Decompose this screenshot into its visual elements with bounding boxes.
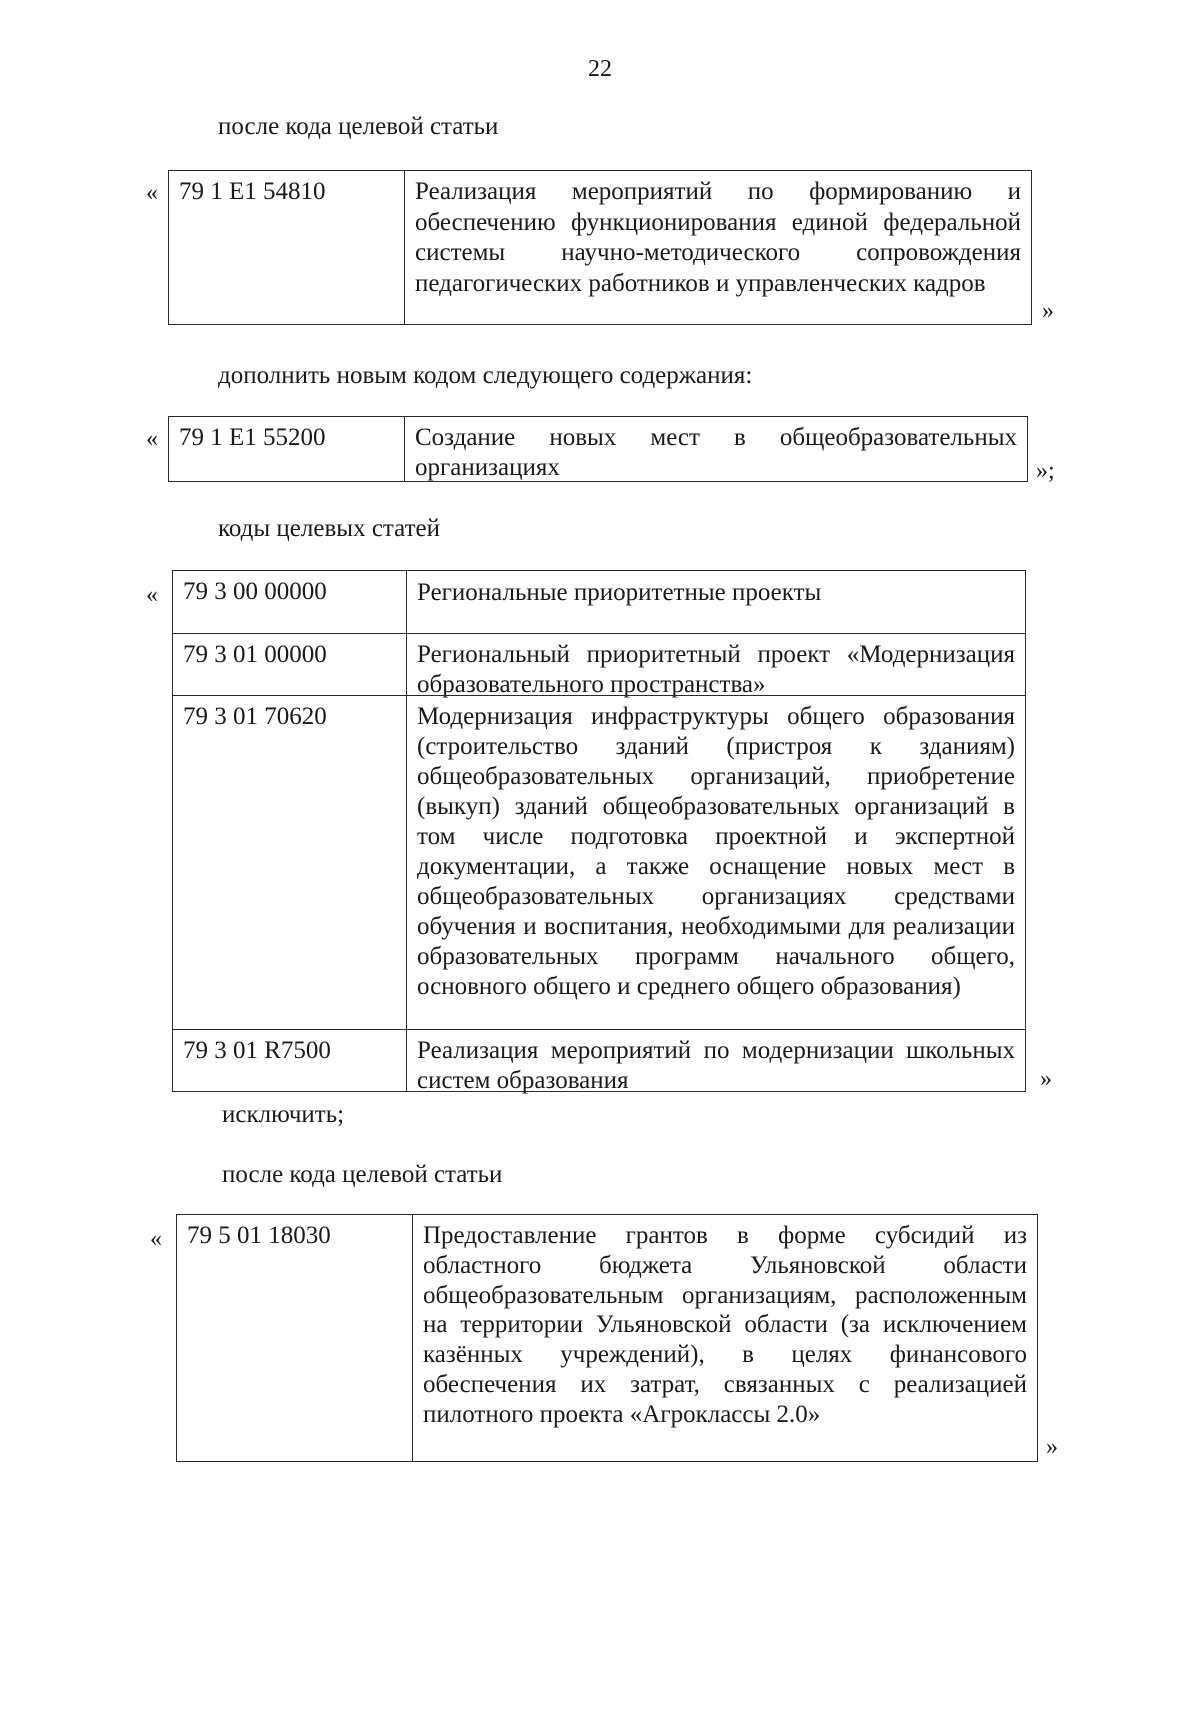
paragraph-add-code: дополнить новым кодом следующего содержания: — [218, 362, 753, 389]
close-quote-semicolon: »; — [1036, 458, 1055, 484]
close-quote: » — [1046, 1434, 1058, 1460]
open-quote: « — [150, 1226, 162, 1252]
code-table-4 — [176, 1214, 1038, 1462]
table-row — [173, 1029, 1025, 1092]
code-cell: 79 3 00 00000 — [173, 571, 407, 633]
description-cell: Региональные приоритетные проекты — [417, 579, 822, 606]
code-table-2 — [168, 416, 1028, 482]
code-table-1 — [168, 170, 1032, 325]
open-quote: « — [146, 582, 158, 608]
code-cell: 79 3 01 R7500 — [173, 1030, 407, 1092]
paragraph-codes: коды целевых статей — [218, 515, 440, 542]
close-quote: » — [1040, 1066, 1052, 1092]
description-cell: Модернизация инфраструктуры общего образования (строительство зданий (пристроя к зданиям) общеобразовательных организаций, приобретение (выкуп) зданий общеобразовательных организаций в том числе подготовка проектной и экспертной документации, а также оснащение новых мест в общеобразовательных организациях средствами обучения и воспитания, необходимыми для реализации образовательных программ начального общего, основного общего и среднего общего образования) — [417, 703, 1015, 1000]
close-quote: » — [1042, 298, 1054, 324]
paragraph-exclude: исключить; — [222, 1101, 345, 1128]
code-cell: 79 1 E1 55200 — [169, 417, 405, 481]
code-cell: 79 1 E1 54810 — [169, 171, 405, 324]
description-cell: Реализация мероприятий по модернизации школьных систем образования — [417, 1037, 1015, 1094]
open-quote: « — [146, 426, 158, 452]
table-row — [173, 695, 1025, 1030]
code-cell: 79 5 01 18030 — [177, 1215, 413, 1461]
description-cell: Региональный приоритетный проект «Модернизация образовательного пространства» — [417, 641, 1015, 698]
table-row — [173, 571, 1025, 633]
code-cell: 79 3 01 70620 — [173, 696, 407, 1030]
page-number: 22 — [588, 56, 612, 82]
paragraph-after-code-2: после кода целевой статьи — [222, 1161, 503, 1188]
code-cell: 79 3 01 00000 — [173, 634, 407, 696]
table-row — [173, 633, 1025, 696]
open-quote: « — [146, 180, 158, 206]
description-cell: Создание новых мест в общеобразовательных организациях — [415, 424, 1017, 481]
paragraph-after-code: после кода целевой статьи — [218, 113, 499, 140]
description-cell: Реализация мероприятий по формированию и обеспечению функционирования единой федеральной системы научно-методического сопровождения педагогических работников и управленческих кадров — [415, 178, 1021, 297]
code-table-3 — [172, 570, 1026, 1092]
description-cell: Предоставление грантов в форме субсидий из областного бюджета Ульяновской области общеобразовательным организациям, расположенным на территории Ульяновской области (за исключением казённых учреждений), в целях финансового обеспечения их затрат, связанных с реализацией пилотного проекта «Агроклассы 2.0» — [423, 1222, 1027, 1428]
